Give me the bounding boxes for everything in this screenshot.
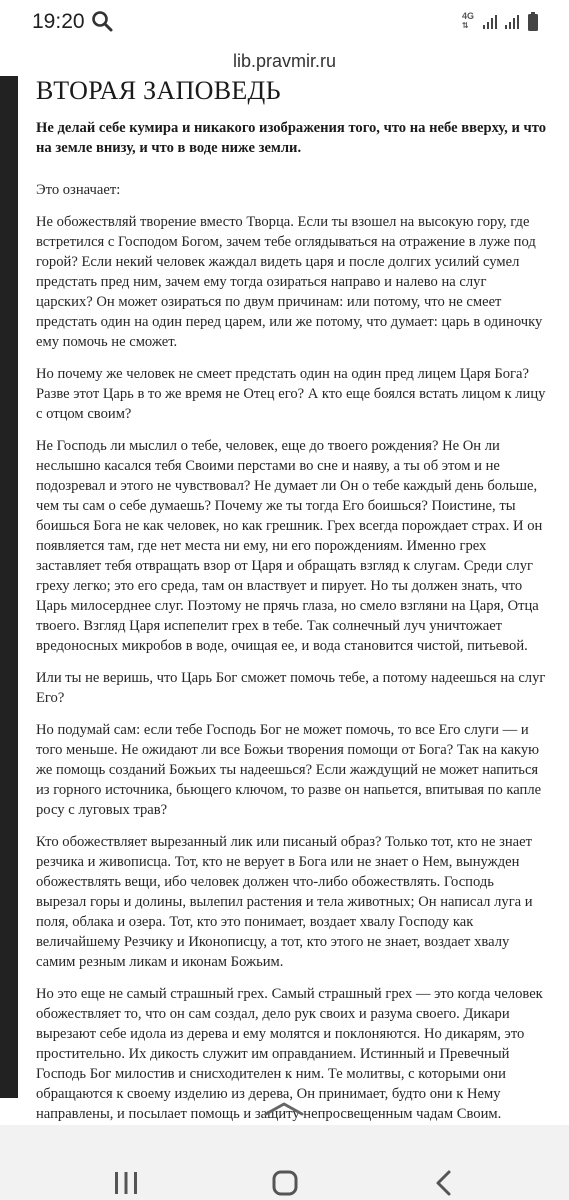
- article-title: ВТОРАЯ ЗАПОВЕДЬ: [36, 76, 281, 105]
- commandment-text: Не делай себе кумира и никакого изображения того, что на небе вверху, и что на земле внизу, и что в воде ниже земли.: [36, 120, 547, 156]
- article-paragraph: Но это еще не самый страшный грех. Самый страшный грех — это когда человек обожествляет то, что он сам создал, дело рук своих и разума своего. Дикари вырезают себе идола из дерева и ему молятся и поклоняются. Но дикарям, это простительно. Их дикость служит им оправданием. Истинный и Превечный Господь Бог милостив и снисходителен к ним. Те молитвы, с которыми они обращаются к своему изделию из дерева, Он принимает, будто они к Нему направлены, и посылает помощь и защиту непросвещенным чадам Своим.: [36, 986, 543, 1122]
- status-bar: [0, 0, 569, 46]
- search-icon: [91, 10, 113, 32]
- signal-icon: [504, 14, 520, 30]
- system-navigation-bar: [0, 1125, 569, 1200]
- page-left-border: [0, 76, 18, 1098]
- battery-icon: [527, 12, 539, 32]
- url-bar[interactable]: lib.pravmir.ru: [232, 51, 337, 71]
- intro-text: Это означает:: [36, 182, 121, 198]
- back-button[interactable]: [434, 1170, 454, 1196]
- chevron-up-icon[interactable]: [262, 1100, 306, 1118]
- article-paragraph: Или ты не веришь, что Царь Бог сможет помочь тебе, а потому надеешься на слуг Его?: [36, 670, 546, 706]
- article-content: [36, 76, 547, 1122]
- article-paragraph: Не Господь ли мыслил о тебе, человек, еще до твоего рождения? Не Он ли неслышно касался тебя Своими перстами во сне и наяву, а ты об этом и не подозревал и этого не чувствовал? Не думает ли Он о тебе каждый день больше, чем ты сам о себе думаешь? Почему же ты тогда Его боишься? Поистине, ты боишься Бога не как человек, но как грешник. Грех всегда порождает страх. И он появляется там, где нет места ни ему, ни его порождениям. Именно грех заставляет тебя отвращать взор от Царя и обращать взгляд к слугам. Среди слуг греху легко; это его среда, там он властвует и пирует. Но ты должен знать, что Царь милосерднее слуг. Поэтому не прячь глаза, но смело взгляни на Царя, Отца твоего. Взгляд Царя испепелит грех в тебе. Так солнечный луч уничтожает вредоносных микробов в воде, очищая ее, и вода становится чистой, питьевой.: [36, 438, 543, 654]
- article-paragraph: Но почему же человек не смеет предстать один на один пред лицем Царя Бога? Разве этот Царь в то же время не Отец его? А кто еще боялся встать лицом к лицу с отцом своим?: [36, 366, 546, 422]
- article-paragraph: Но подумай сам: если тебе Господь Бог не может помочь, то все Его слуги — и того меньше. Не ожидают ли все Божьи творения помощи от Бога? Так на какую же помощь созданий Божьих ты надеешься? Если жаждущий не может напиться из горного источника, бьющего ключом, то разве он напьется, впитывая по капле росу с луговых трав?: [36, 722, 542, 818]
- article-paragraph: Кто обожествляет вырезанный лик или писаный образ? Только тот, кто не знает резчика и живописца. Тот, кто не верует в Бога или не знает о Нем, вынужден обожествлять вещи, ибо человек должен что-либо обожествлять. Господь вырезал горы и долины, вылепил растения и тела животных; Он написал луга и поля, облака и озера. Тот, кто это понимает, воздает хвалу Господу как величайшему Резчику и Иконописцу, а тот, кто этого не знает, воздает хвалу самим резным ликам и иконам Божьим.: [36, 834, 533, 970]
- article-paragraph: Не обожествляй творение вместо Творца. Если ты взошел на высокую гору, где встретился с Господом Богом, зачем тебе оглядываться на отражение в луже под горой? Если некий человек жаждал видеть царя и после долгих усилий сумел предстать пред ним, зачем ему тогда озираться направо и налево на слуг царских? Он может озираться по двум причинам: или потому, что не смеет предстать один на один перед царем, или же потому, что думает: царь в одиночку ему помочь не сможет.: [36, 214, 543, 350]
- recent-apps-button[interactable]: [113, 1171, 139, 1195]
- home-button[interactable]: [272, 1170, 298, 1196]
- signal-icon: [482, 14, 498, 30]
- network-type-label: 4G ⇅: [462, 11, 475, 30]
- status-time: 19:20: [32, 10, 85, 33]
